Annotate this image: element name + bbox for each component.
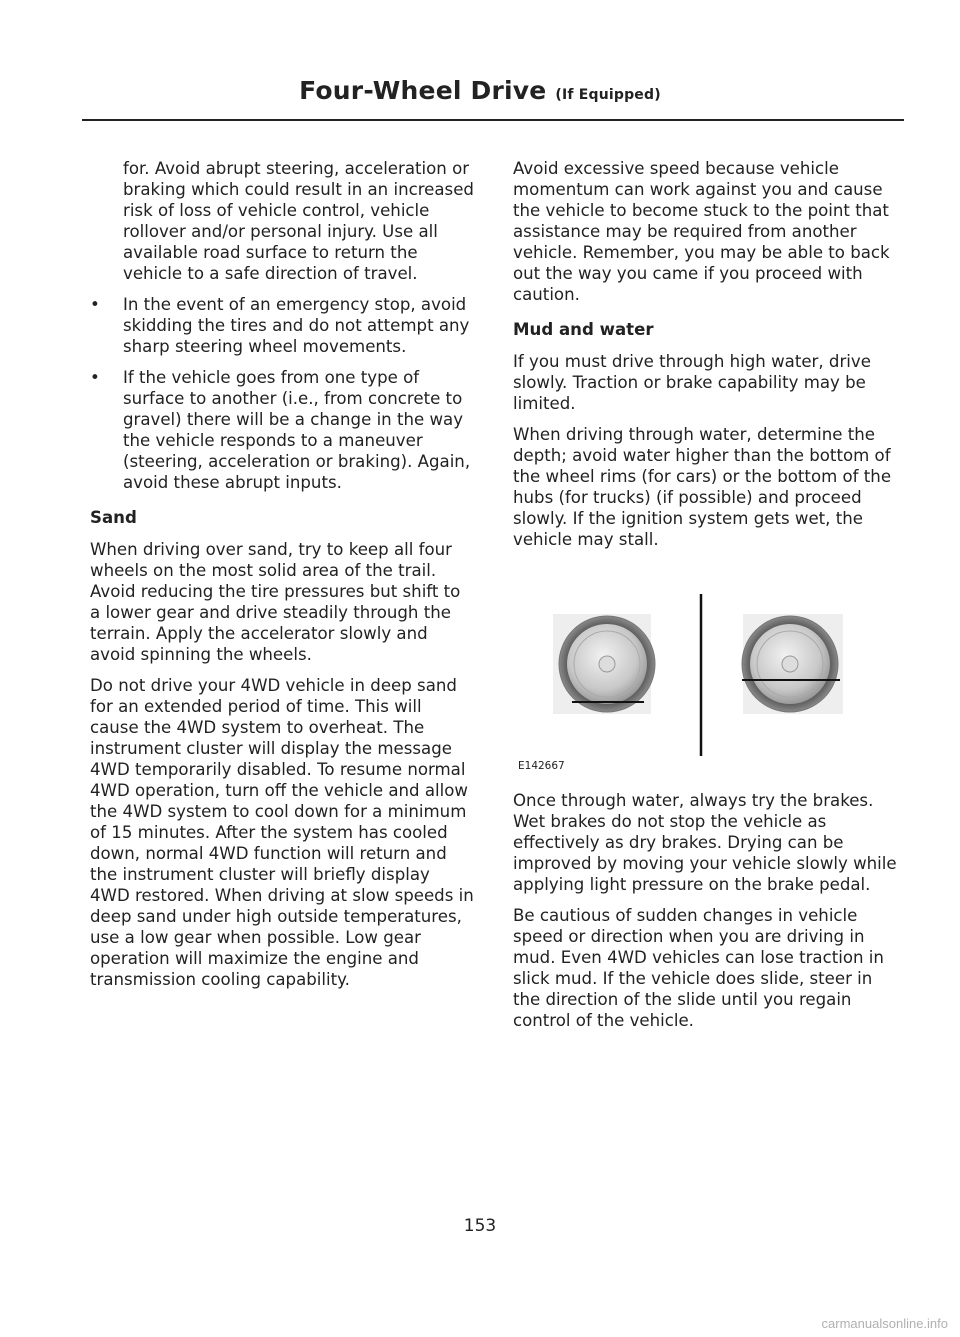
truck-wheel-icon <box>742 614 843 714</box>
mud-paragraph: Once through water, always try the brakes. Wet brakes do not stop the vehicle as effectively as dry brakes. Drying can be improved by moving your vehicle slowly while applying light pressure on the brake pedal. <box>513 791 897 894</box>
mud-paragraph: If you must drive through high water, drive slowly. Traction or brake capability may be limited. <box>513 352 871 413</box>
list-item <box>90 367 474 493</box>
mud-paragraph: When driving through water, determine the depth; avoid water higher than the bottom of the wheel rims (for cars) or the bottom of the hubs (for trucks) (if possible) and proceed slowly. If the ignition system gets wet, the vehicle may stall. <box>513 425 892 549</box>
sand-heading: Sand <box>90 508 137 527</box>
chapter-title: Four-Wheel Drive <box>299 76 547 105</box>
speed-paragraph: Avoid excessive speed because vehicle momentum can work against you and cause the vehicle to become stuck to the point that assistance may be required from another vehicle. Remember, you may be able to back out the way you came if you proceed with caution. <box>513 159 890 304</box>
mud-paragraph: Be cautious of sudden changes in vehicle speed or direction when you are driving in mud. Even 4WD vehicles can lose traction in slick mud. If the vehicle does slide, steer in the direction of the slide until you regain control of the vehicle. <box>513 906 884 1030</box>
header-rule <box>82 119 904 121</box>
list-item <box>90 294 474 357</box>
page-header <box>0 76 960 105</box>
bullet-text: In the event of an emergency stop, avoid skidding the tires and do not attempt any sharp steering wheel movements. <box>123 295 470 356</box>
right-column <box>513 158 900 1041</box>
sand-paragraph: When driving over sand, try to keep all four wheels on the most solid area of the trail. Avoid reducing the tire pressures but shift to a lower gear and drive steadily through the terrain. Apply the accelerator slowly and avoid spinning the wheels. <box>90 540 461 664</box>
continued-paragraph: for. Avoid abrupt steering, acceleration or braking which could result in an increased risk of loss of vehicle control, vehicle rollover and/or personal injury. Use all available road surface to return the vehicle to a safe direction of travel. <box>123 159 474 283</box>
water-depth-figure <box>513 564 900 774</box>
watermark: carmanualsonline.info <box>821 1316 948 1331</box>
sand-paragraph: Do not drive your 4WD vehicle in deep sand for an extended period of time. This will cause the 4WD system to overheat. The instrument cluster will display the message 4WD temporarily disabled. To resume normal 4WD operation, turn off the vehicle and allow the 4WD system to cool down for a minimum of 15 minutes. After the system has cooled down, normal 4WD function will return and the instrument cluster will briefly display 4WD restored. When driving at slow speeds in deep sand under high outside temperatures, use a low gear when possible. Low gear operation will maximize the engine and transmission cooling capability. <box>90 676 474 989</box>
car-wheel-icon <box>553 614 655 714</box>
bullet-marker: • <box>90 295 100 314</box>
bullet-marker: • <box>90 368 100 387</box>
chapter-subtitle: (If Equipped) <box>555 87 661 103</box>
figure-id: E142667 <box>518 760 565 772</box>
wheel-water-depth-illustration <box>513 564 900 764</box>
bullet-text: If the vehicle goes from one type of surface to another (i.e., from concrete to gravel) there will be a change in the way the vehicle responds to a maneuver (steering, acceleration or braking). Again, avoid these abrupt inputs. <box>123 368 471 492</box>
left-column <box>90 158 474 1000</box>
mud-water-heading: Mud and water <box>513 320 654 339</box>
page-number: 153 <box>463 1216 497 1236</box>
